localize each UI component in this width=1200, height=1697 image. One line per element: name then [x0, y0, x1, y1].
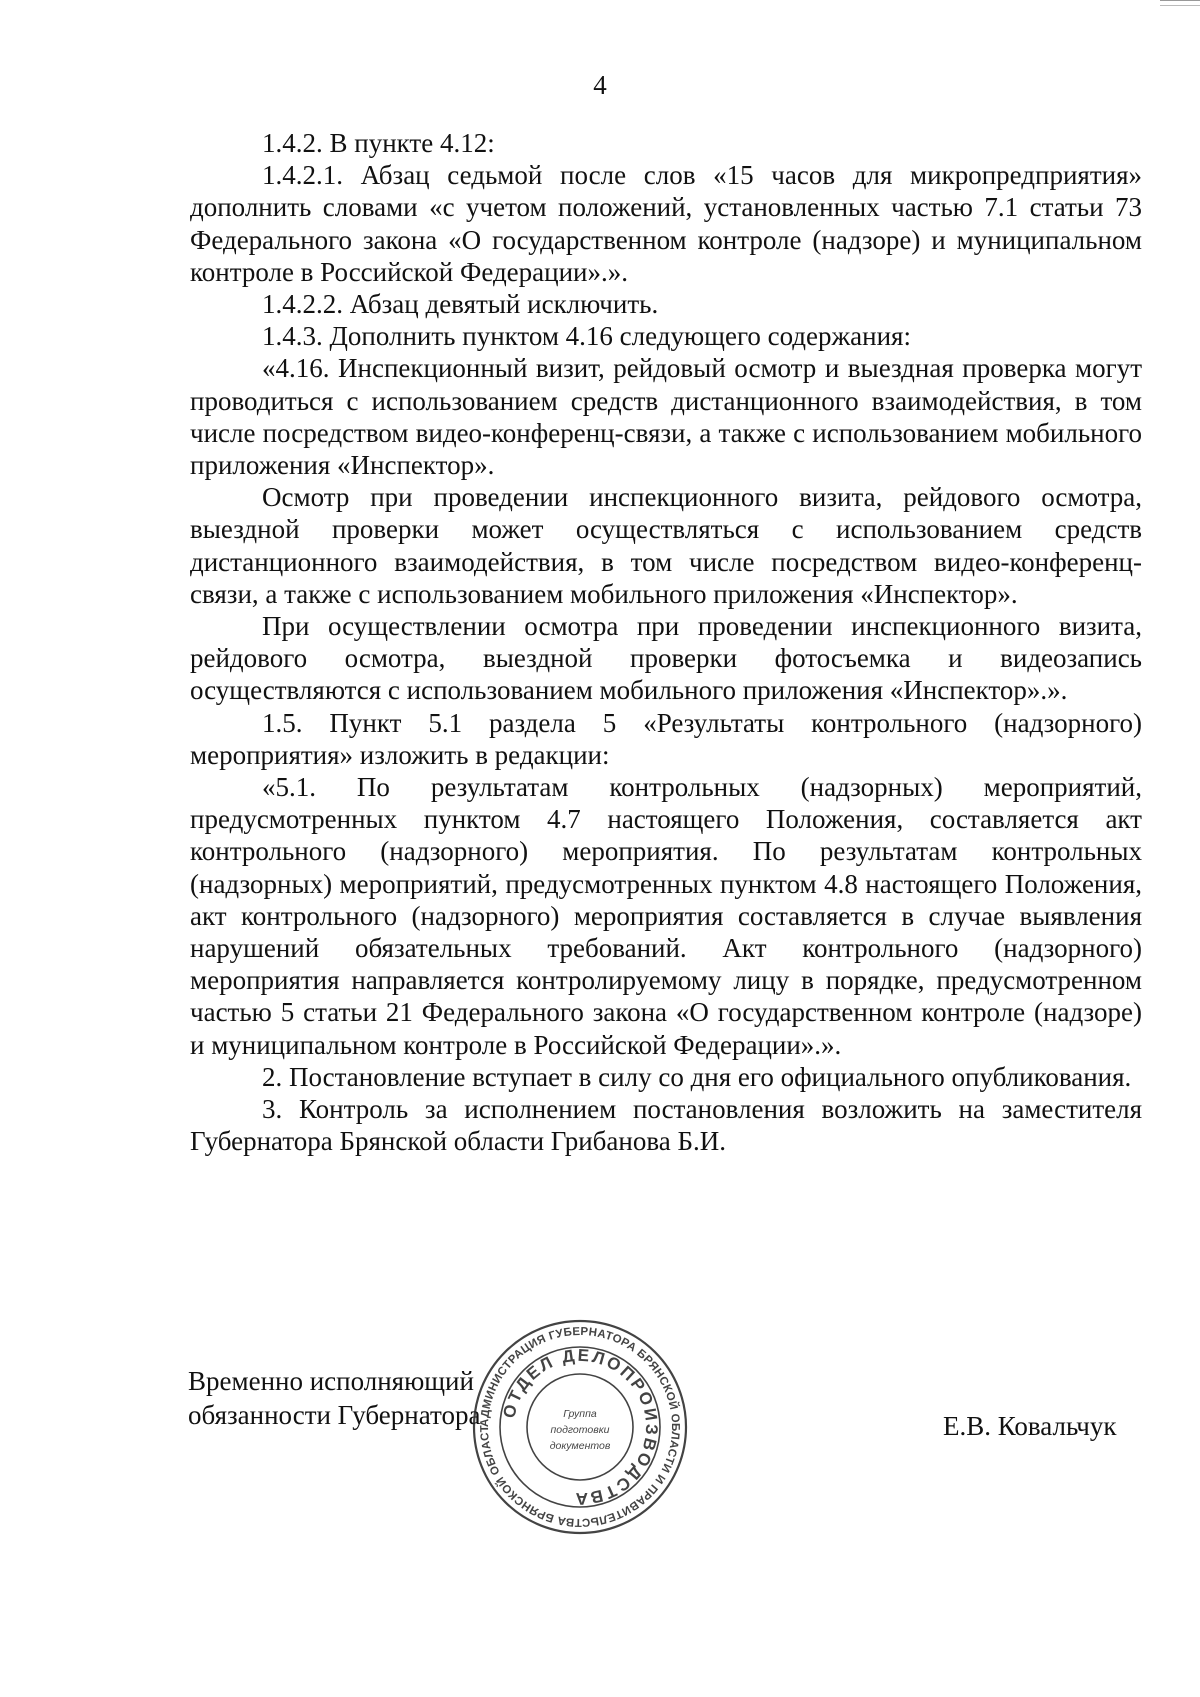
- signature-position: [188, 1364, 480, 1432]
- signatory-name: Е.В. Ковальчук: [943, 1411, 1117, 1441]
- paragraph-photo-video: При осуществлении осмотра при проведении инспекционного визита, рейдового осмотра, выездной проверки фотосъемка и видеозапись осуществляются с использованием мобильного приложения «Инспектор».».: [190, 611, 1142, 706]
- official-stamp: [470, 1317, 690, 1537]
- stamp-center-line1: Группа: [563, 1408, 597, 1420]
- paragraph-1-5: 1.5. Пункт 5.1 раздела 5 «Результаты контрольного (надзорного) мероприятия» изложить в редакции:: [190, 707, 1142, 770]
- stamp-outer-text: АДМИНИСТРАЦИЯ ГУБЕРНАТОРА БРЯНСКОЙ ОБЛАСТИ И ПРАВИТЕЛЬСТВА БРЯНСКОЙ ОБЛАСТ: [478, 1325, 682, 1529]
- paragraph-1-4-2-2: 1.4.2.2. Абзац девятый исключить.: [262, 289, 659, 320]
- paragraph-5-1: «5.1. По результатам контрольных (надзорных) мероприятий, предусмотренных пунктом 4.7 настоящего Положения, составляется акт контрольного (надзорного) мероприятия. По результатам контрольных (надзорных) мероприятий, предусмотренных пунктом 4.8 настоящего Положения, акт контрольного (надзорного) мероприятия составляется в случае выявления нарушений обязательных требований. Акт контрольного (надзорного) мероприятия направляется контролируемому лицу в порядке, предусмотренном частью 5 статьи 21 Федерального закона «О государственном контроле (надзоре) и муниципальном контроле в Российской Федерации».».: [190, 772, 1142, 1060]
- signature-position-line1: Временно исполняющий: [188, 1366, 474, 1396]
- stamp-inner-text: ОТДЕЛ ДЕЛОПРОИЗВОДСТВА: [499, 1345, 662, 1509]
- paragraph-1-4-3: 1.4.3. Дополнить пунктом 4.16 следующего содержания:: [262, 321, 911, 352]
- paragraph-4-16: «4.16. Инспекционный визит, рейдовый осмотр и выездная проверка могут проводиться с использованием средств дистанционного взаимодействия, в том числе посредством видео-конференц-связи, а также с использованием мобильного приложения «Инспектор».: [190, 353, 1142, 481]
- paragraph-3: 3. Контроль за исполнением постановления возложить на заместителя Губернатора Брянской области Грибанова Б.И.: [190, 1094, 1142, 1157]
- paragraph-1-4-2-1: 1.4.2.1. Абзац седьмой после слов «15 часов для микропредприятия» дополнить словами «с учетом положений, установленных частью 7.1 статьи 73 Федерального закона «О государственном контроле (надзоре) и муниципальном контроле в Российской Федерации».».: [190, 160, 1142, 287]
- stamp-seal: [470, 1317, 690, 1537]
- page-number: 4: [593, 70, 607, 100]
- signature-position-line2: обязанности Губернатора: [188, 1400, 481, 1430]
- paragraph-2: 2. Постановление вступает в силу со дня его официального опубликования.: [262, 1061, 1132, 1092]
- document-body: [190, 127, 1142, 1158]
- scan-edge-mark: [1160, 0, 1200, 6]
- paragraph-osmotr: Осмотр при проведении инспекционного визита, рейдового осмотра, выездной проверки может осуществляться с использованием средств дистанционного взаимодействия, в том числе посредством видео-конференц-связи, а также с использованием мобильного приложения «Инспектор».: [190, 482, 1142, 609]
- stamp-center-line2: подготовки: [550, 1424, 610, 1436]
- paragraph-1-4-2: 1.4.2. В пункте 4.12:: [262, 128, 495, 158]
- stamp-center-line3: документов: [549, 1440, 611, 1452]
